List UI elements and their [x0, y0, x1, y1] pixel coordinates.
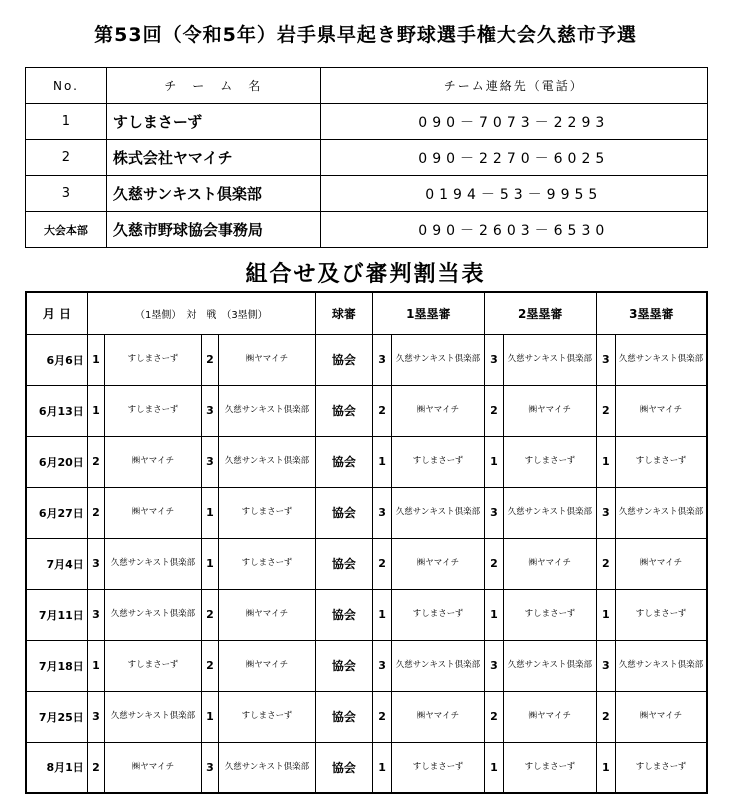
first-base-umpire: ㈱ヤマイチ — [392, 538, 485, 589]
away-team: 久慈サンキスト倶楽部 — [219, 742, 316, 793]
second-base-umpire: 久慈サンキスト倶楽部 — [504, 334, 597, 385]
away-team-number: 2 — [201, 334, 218, 385]
third-base-umpire-number: 2 — [596, 691, 615, 742]
first-base-umpire: すしまさーず — [392, 589, 485, 640]
first-base-umpire: 久慈サンキスト倶楽部 — [392, 487, 485, 538]
third-base-umpire-number: 1 — [596, 589, 615, 640]
home-team-number: 1 — [87, 385, 104, 436]
team-name-header: チ ー ム 名 — [106, 68, 320, 104]
schedule-row — [26, 538, 707, 589]
away-team: ㈱ヤマイチ — [219, 589, 316, 640]
schedule-row — [26, 334, 707, 385]
second-base-umpire-number: 2 — [484, 538, 503, 589]
match-date: 6月13日 — [26, 385, 87, 436]
first-base-umpire-number: 1 — [372, 589, 391, 640]
first-base-umpire-header: 1塁塁審 — [372, 292, 484, 334]
schedule-header-row — [26, 292, 707, 334]
plate-umpire: 協会 — [315, 691, 372, 742]
plate-umpire: 協会 — [315, 487, 372, 538]
first-base-umpire: すしまさーず — [392, 436, 485, 487]
second-base-umpire-header: 2塁塁審 — [484, 292, 596, 334]
match-date: 7月11日 — [26, 589, 87, 640]
home-team: ㈱ヤマイチ — [105, 487, 202, 538]
plate-umpire: 協会 — [315, 742, 372, 793]
home-team-number: 3 — [87, 691, 104, 742]
schedule-row — [26, 742, 707, 793]
match-date: 6月6日 — [26, 334, 87, 385]
team-number: 3 — [26, 176, 107, 212]
home-team: すしまさーず — [105, 334, 202, 385]
home-team: ㈱ヤマイチ — [105, 436, 202, 487]
plate-umpire: 協会 — [315, 589, 372, 640]
away-team-number: 1 — [201, 487, 218, 538]
match-date: 8月1日 — [26, 742, 87, 793]
team-number: 1 — [26, 104, 107, 140]
away-team-number: 3 — [201, 436, 218, 487]
match-header: （1塁側） 対 戦 （3塁側） — [87, 292, 315, 334]
away-team: 久慈サンキスト倶楽部 — [219, 385, 316, 436]
second-base-umpire: 久慈サンキスト倶楽部 — [504, 487, 597, 538]
home-team-number: 1 — [87, 640, 104, 691]
first-base-umpire: ㈱ヤマイチ — [392, 385, 485, 436]
home-team-number: 2 — [87, 487, 104, 538]
second-base-umpire-number: 2 — [484, 691, 503, 742]
match-date: 6月20日 — [26, 436, 87, 487]
plate-umpire-header: 球審 — [315, 292, 372, 334]
away-team: すしまさーず — [219, 487, 316, 538]
plate-umpire: 協会 — [315, 334, 372, 385]
plate-umpire: 協会 — [315, 385, 372, 436]
home-team: 久慈サンキスト倶楽部 — [105, 691, 202, 742]
third-base-umpire: ㈱ヤマイチ — [615, 538, 707, 589]
third-base-umpire: ㈱ヤマイチ — [615, 691, 707, 742]
third-base-umpire-number: 1 — [596, 742, 615, 793]
home-team-number: 2 — [87, 742, 104, 793]
second-base-umpire: すしまさーず — [504, 742, 597, 793]
match-date: 7月18日 — [26, 640, 87, 691]
second-base-umpire-number: 3 — [484, 334, 503, 385]
third-base-umpire: ㈱ヤマイチ — [615, 385, 707, 436]
second-base-umpire: ㈱ヤマイチ — [504, 385, 597, 436]
contact-row — [26, 176, 708, 212]
away-team-number: 3 — [201, 385, 218, 436]
first-base-umpire-number: 3 — [372, 334, 391, 385]
away-team-number: 2 — [201, 640, 218, 691]
first-base-umpire-number: 2 — [372, 538, 391, 589]
no-header: No. — [26, 68, 107, 104]
away-team-number: 1 — [201, 538, 218, 589]
schedule-table — [25, 291, 708, 794]
team-phone: 090－2603－6530 — [320, 212, 707, 248]
away-team-number: 1 — [201, 691, 218, 742]
first-base-umpire-number: 2 — [372, 691, 391, 742]
match-date: 7月25日 — [26, 691, 87, 742]
away-team: ㈱ヤマイチ — [219, 334, 316, 385]
third-base-umpire: すしまさーず — [615, 436, 707, 487]
home-team: ㈱ヤマイチ — [105, 742, 202, 793]
home-team: すしまさーず — [105, 640, 202, 691]
plate-umpire: 協会 — [315, 640, 372, 691]
second-base-umpire-number: 1 — [484, 589, 503, 640]
third-base-umpire-number: 2 — [596, 385, 615, 436]
first-base-umpire: 久慈サンキスト倶楽部 — [392, 334, 485, 385]
first-base-umpire: ㈱ヤマイチ — [392, 691, 485, 742]
match-date: 7月4日 — [26, 538, 87, 589]
third-base-umpire-number: 1 — [596, 436, 615, 487]
schedule-row — [26, 589, 707, 640]
contact-phone-header: チーム連絡先（電話） — [320, 68, 707, 104]
first-base-umpire-number: 3 — [372, 640, 391, 691]
home-team: 久慈サンキスト倶楽部 — [105, 538, 202, 589]
home-team-number: 2 — [87, 436, 104, 487]
third-base-umpire-number: 2 — [596, 538, 615, 589]
second-base-umpire: 久慈サンキスト倶楽部 — [504, 640, 597, 691]
home-team-number: 3 — [87, 589, 104, 640]
third-base-umpire-number: 3 — [596, 640, 615, 691]
schedule-row — [26, 691, 707, 742]
schedule-row — [26, 385, 707, 436]
third-base-umpire-number: 3 — [596, 487, 615, 538]
second-base-umpire-number: 3 — [484, 640, 503, 691]
first-base-umpire: すしまさーず — [392, 742, 485, 793]
team-number: 大会本部 — [26, 212, 107, 248]
first-base-umpire-number: 2 — [372, 385, 391, 436]
second-base-umpire: すしまさーず — [504, 436, 597, 487]
contact-table — [25, 67, 708, 248]
second-base-umpire: ㈱ヤマイチ — [504, 691, 597, 742]
team-name: 久慈市野球協会事務局 — [106, 212, 320, 248]
team-name: 株式会社ヤマイチ — [106, 140, 320, 176]
team-phone: 090－2270－6025 — [320, 140, 707, 176]
second-base-umpire-number: 3 — [484, 487, 503, 538]
second-base-umpire-number: 2 — [484, 385, 503, 436]
contact-header-row — [26, 68, 708, 104]
home-team-number: 1 — [87, 334, 104, 385]
home-team: 久慈サンキスト倶楽部 — [105, 589, 202, 640]
second-base-umpire: ㈱ヤマイチ — [504, 538, 597, 589]
schedule-row — [26, 640, 707, 691]
match-date: 6月27日 — [26, 487, 87, 538]
team-phone: 090－7073－2293 — [320, 104, 707, 140]
away-team: すしまさーず — [219, 691, 316, 742]
away-team-number: 3 — [201, 742, 218, 793]
first-base-umpire-number: 3 — [372, 487, 391, 538]
away-team: すしまさーず — [219, 538, 316, 589]
third-base-umpire-header: 3塁塁審 — [596, 292, 707, 334]
schedule-title: 組合せ及び審判割当表 — [245, 262, 486, 287]
contact-row — [26, 104, 708, 140]
third-base-umpire: すしまさーず — [615, 742, 707, 793]
team-number: 2 — [26, 140, 107, 176]
team-name: すしまさーず — [106, 104, 320, 140]
second-base-umpire-number: 1 — [484, 742, 503, 793]
second-base-umpire-number: 1 — [484, 436, 503, 487]
first-base-umpire: 久慈サンキスト倶楽部 — [392, 640, 485, 691]
third-base-umpire: 久慈サンキスト倶楽部 — [615, 487, 707, 538]
date-header: 月 日 — [26, 292, 87, 334]
page-title: 第53回（令和5年）岩手県早起き野球選手権大会久慈市予選 — [94, 24, 637, 46]
second-base-umpire: すしまさーず — [504, 589, 597, 640]
away-team: 久慈サンキスト倶楽部 — [219, 436, 316, 487]
away-team: ㈱ヤマイチ — [219, 640, 316, 691]
third-base-umpire-number: 3 — [596, 334, 615, 385]
team-name: 久慈サンキスト倶楽部 — [106, 176, 320, 212]
schedule-row — [26, 487, 707, 538]
first-base-umpire-number: 1 — [372, 742, 391, 793]
third-base-umpire: 久慈サンキスト倶楽部 — [615, 334, 707, 385]
home-team: すしまさーず — [105, 385, 202, 436]
contact-row — [26, 140, 708, 176]
third-base-umpire: 久慈サンキスト倶楽部 — [615, 640, 707, 691]
first-base-umpire-number: 1 — [372, 436, 391, 487]
team-phone: 0194－53－9955 — [320, 176, 707, 212]
third-base-umpire: すしまさーず — [615, 589, 707, 640]
plate-umpire: 協会 — [315, 538, 372, 589]
home-team-number: 3 — [87, 538, 104, 589]
contact-row — [26, 212, 708, 248]
schedule-row — [26, 436, 707, 487]
plate-umpire: 協会 — [315, 436, 372, 487]
away-team-number: 2 — [201, 589, 218, 640]
